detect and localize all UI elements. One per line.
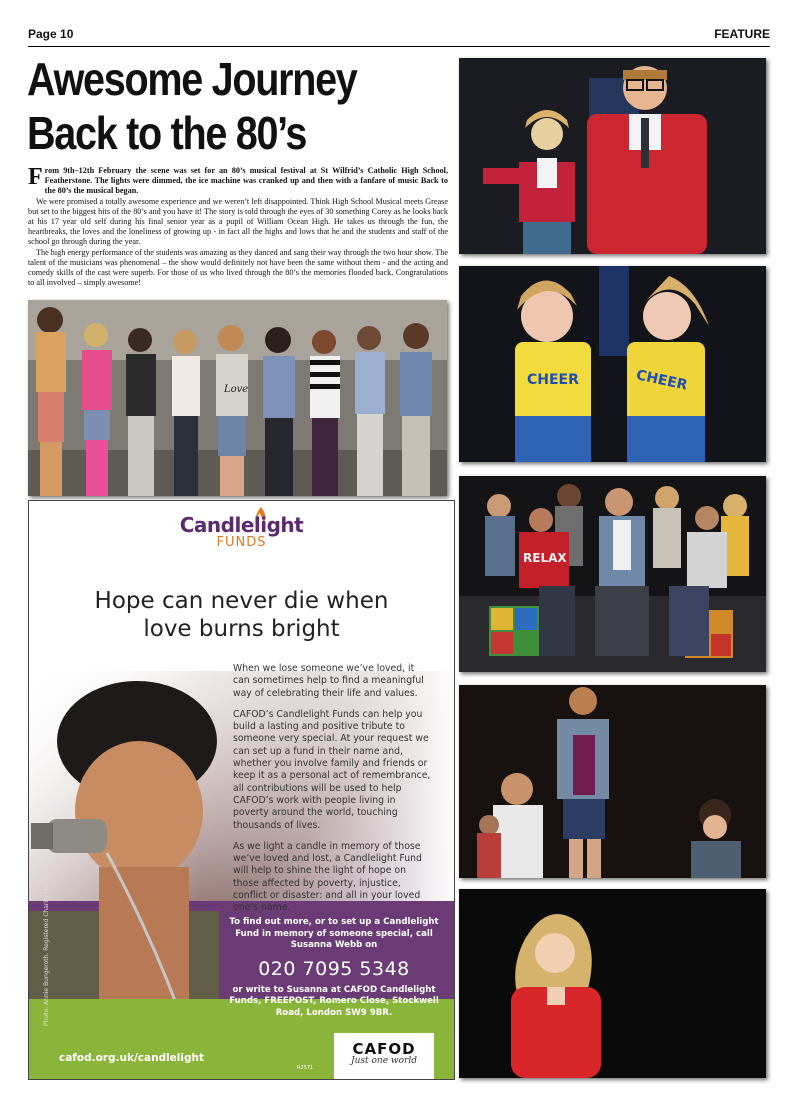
cafod-logo-name: CAFOD [352,1040,416,1058]
lead-text: rom 9th–12th February the scene was set for an 80’s musical festival at St Wilfrid’s Catholic High School, Featherstone. The lights were dimmed, the ice machine was cranked up and then with a fanfare of music Back to the 80’s the musical began. [44,166,448,196]
article-paragraph-1: We were promised a totally awesome experience and we weren’t left disappointed. Think High School Musical meets Grease but set to the biggest hits of the 80’s and you have it! The story is told through the eyes of 30 something Corey as he looks back at his 17 year old self during his final senior year as a pupil of William Ocean High. He takes us through the fun, the heartbreaks, the loves and the loneliness of growing up - in fact all the highs and lows that he and the students and staff of the school go through during the year. [28,196,448,247]
article-body [28,166,448,288]
article-lead [28,166,448,197]
cheer-text-1: CHEER [527,372,579,388]
headline-line-2: Back to the 80’s [27,107,307,159]
page-header [28,27,770,47]
photo-boy-and-girl [459,58,766,254]
ad-call-to-action [217,917,451,1019]
ad-body-paragraph-1: When we lose someone we’ve loved, it can sometimes help to find a meaningful way of celebrating their life and values. [233,663,424,699]
photo-dance-scene [459,685,766,878]
photo-cheerleaders [459,266,766,462]
relax-text: RELAX [523,551,567,565]
ad-body-paragraph-3: As we light a candle in memory of those we’ve loved and lost, a Candlelight Fund will help to shine the light of hope on those affected by poverty, injustice, conflict or disaster: and all in your loved one’s name. [233,840,422,914]
ad-cta-address: or write to Susanna at CAFOD Candlelight Funds, FREEPOST, Romero Close, Stockwell Road, London SW9 9BR. [229,984,439,1018]
ad-body [233,663,433,924]
ad-cta-intro: To find out more, or to set up a Candlelight Fund in memory of someone special, call Susanna Webb on [229,917,439,950]
ad-reference: R2571 [297,1065,314,1071]
ad-tagline-line-1: Hope can never die when [94,588,389,614]
photo-girls-group [28,300,447,496]
headline [27,52,388,160]
ad-brand-name: Candlelight [179,513,304,537]
ad-body-paragraph-2: CAFOD’s Candlelight Funds can help you build a lasting and positive tribute to someone very special. At your request we can set up a fund in their name and, whether you involve family and friends or keep it as a personal act of remembrance, all contributions will be used to help CAFOD’s work with people living in poverty around the world, touching thousands of lives. [233,708,431,831]
ad-phone-number[interactable]: 020 7095 5348 [258,957,410,980]
drop-cap: F [28,164,43,190]
ad-brand-funds: FUNDS [216,535,267,550]
ad-url-link[interactable]: cafod.org.uk/candlelight [59,1052,205,1064]
photo-girl-in-red [459,889,766,1078]
ad-brand [29,513,454,550]
photo-cast-on-stage [459,476,766,672]
cheer-text-2: CHEER [634,367,689,394]
cafod-logo [334,1033,434,1079]
article-paragraph-2: The high energy performance of the students was amazing as they danced and sang their way through the two hour show. The talent of the musicians was phenomenal – the show would definitely not have been the same without them - and the acting and comedy skills of the cast were superb. For those of us who lived through the 80’s the memories flooded back. Congratulations to all involved – simply awesome! [28,247,448,288]
shirt-text: Love [224,384,249,395]
headline-line-1: Awesome Journey [27,53,357,105]
ad-tagline-line-2: love burns bright [143,616,340,642]
candlelight-advert [28,500,455,1080]
ad-photo-credit: Photo: Annie Bungeroth. Registered Charity No. 285776 [43,858,50,1026]
page-number: Page 10 [28,27,74,41]
cafod-logo-slogan: Just one world [351,1056,417,1066]
section-label: FEATURE [714,27,770,41]
ad-tagline [29,587,454,643]
